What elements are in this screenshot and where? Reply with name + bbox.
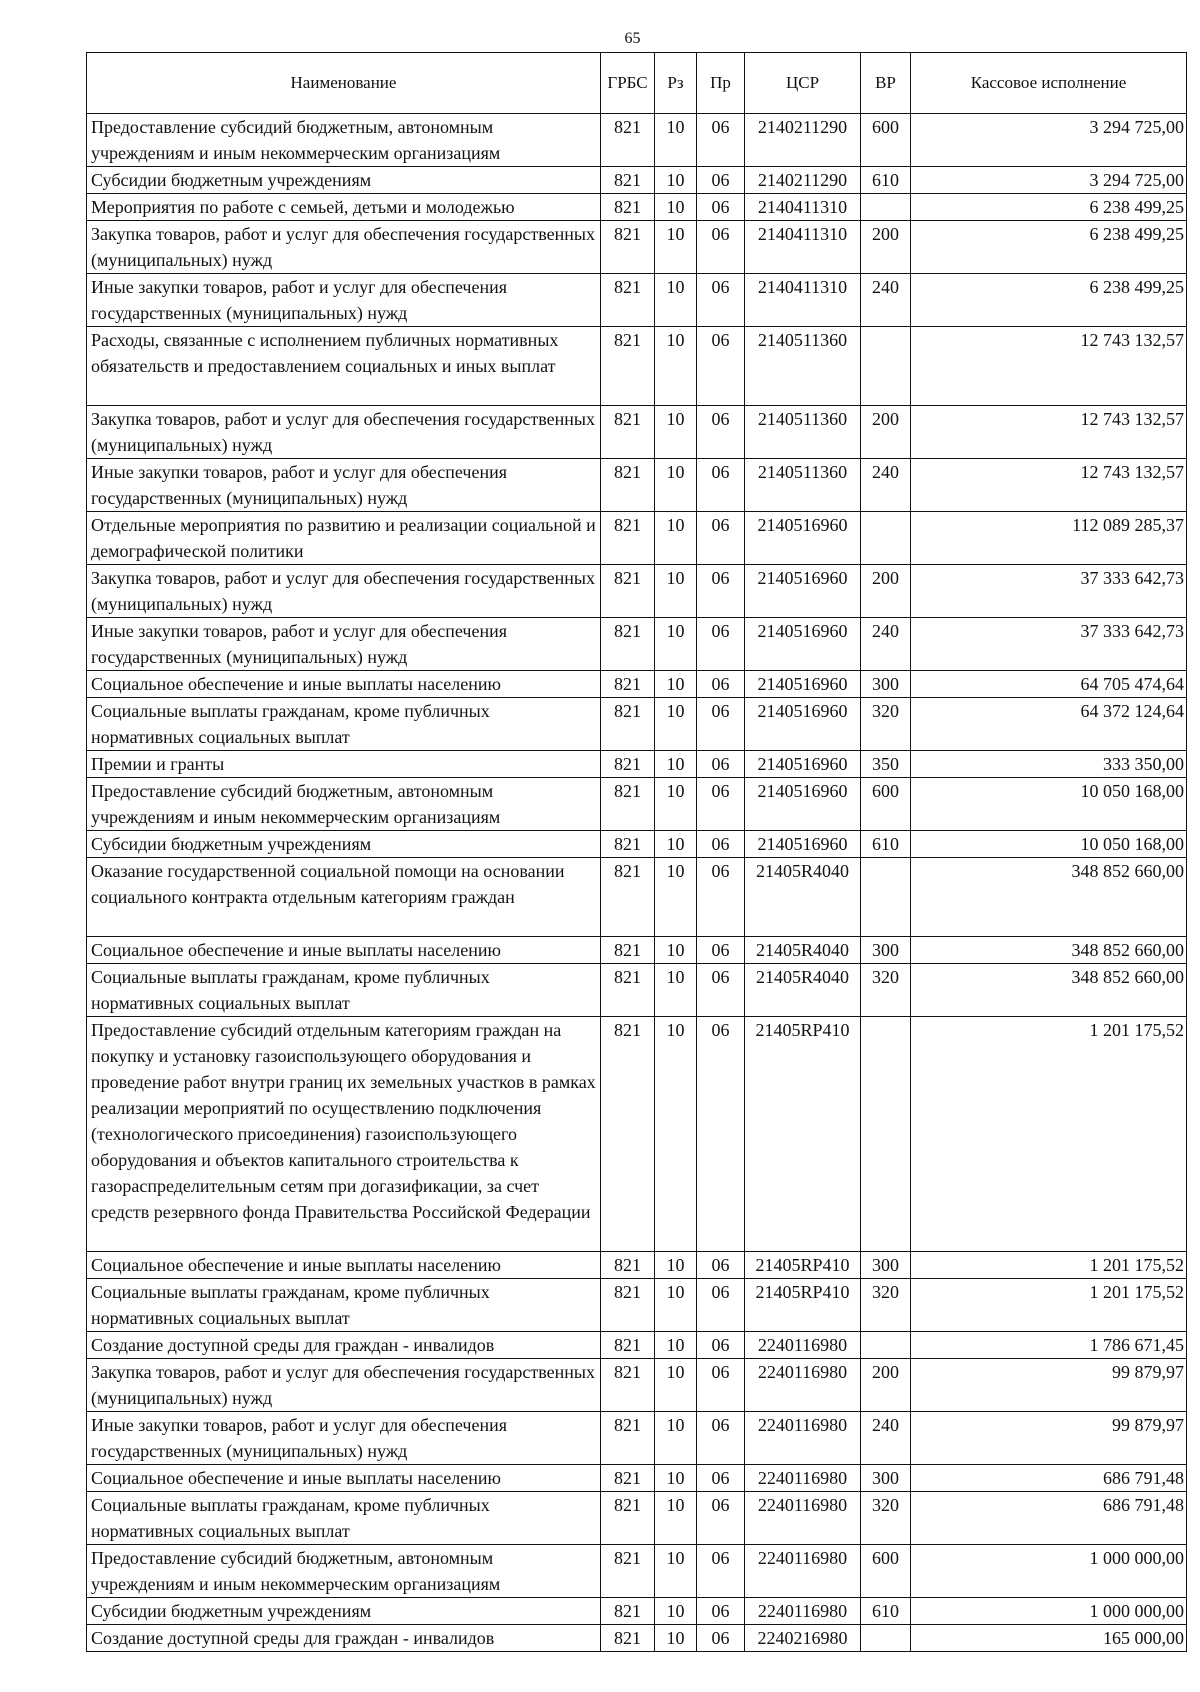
row-vr: 240 — [861, 459, 911, 512]
row-name: Социальное обеспечение и иные выплаты населению — [87, 937, 601, 964]
row-vr: 300 — [861, 671, 911, 698]
budget-execution-table-container — [86, 52, 1186, 1652]
row-rz: 10 — [655, 114, 697, 167]
row-rz: 10 — [655, 1492, 697, 1545]
row-amount: 3 294 725,00 — [911, 167, 1187, 194]
row-amount: 112 089 285,37 — [911, 512, 1187, 565]
row-name: Социальные выплаты гражданам, кроме публичных нормативных социальных выплат — [87, 1492, 601, 1545]
row-rz: 10 — [655, 1359, 697, 1412]
row-csr: 2240116980 — [745, 1412, 861, 1465]
row-grbs: 821 — [601, 167, 655, 194]
row-pr: 06 — [697, 327, 745, 406]
row-amount: 12 743 132,57 — [911, 459, 1187, 512]
row-pr: 06 — [697, 698, 745, 751]
row-vr: 610 — [861, 167, 911, 194]
row-rz: 10 — [655, 1625, 697, 1652]
table-row — [87, 1598, 1187, 1625]
row-rz: 10 — [655, 1545, 697, 1598]
row-pr: 06 — [697, 831, 745, 858]
row-grbs: 821 — [601, 858, 655, 937]
table-row — [87, 459, 1187, 512]
row-name: Социальное обеспечение и иные выплаты населению — [87, 671, 601, 698]
row-rz: 10 — [655, 274, 697, 327]
row-csr: 2140511360 — [745, 459, 861, 512]
page-number: 65 — [624, 30, 641, 47]
row-vr: 610 — [861, 1598, 911, 1625]
row-vr: 600 — [861, 1545, 911, 1598]
row-grbs: 821 — [601, 1465, 655, 1492]
row-pr: 06 — [697, 618, 745, 671]
row-csr: 2140511360 — [745, 327, 861, 406]
row-csr: 2140516960 — [745, 618, 861, 671]
row-rz: 10 — [655, 167, 697, 194]
row-grbs: 821 — [601, 1252, 655, 1279]
row-name: Иные закупки товаров, работ и услуг для обеспечения государственных (муниципальных) нужд — [87, 274, 601, 327]
row-csr: 2140411310 — [745, 274, 861, 327]
row-amount: 165 000,00 — [911, 1625, 1187, 1652]
row-vr: 350 — [861, 751, 911, 778]
row-csr: 21405RP410 — [745, 1279, 861, 1332]
table-row — [87, 671, 1187, 698]
row-pr: 06 — [697, 964, 745, 1017]
row-vr — [861, 327, 911, 406]
table-row — [87, 1545, 1187, 1598]
table-row — [87, 194, 1187, 221]
row-pr: 06 — [697, 1279, 745, 1332]
row-pr: 06 — [697, 512, 745, 565]
row-vr: 200 — [861, 406, 911, 459]
row-pr: 06 — [697, 1545, 745, 1598]
row-grbs: 821 — [601, 1412, 655, 1465]
row-vr: 610 — [861, 831, 911, 858]
row-pr: 06 — [697, 1625, 745, 1652]
row-name: Социальное обеспечение и иные выплаты населению — [87, 1252, 601, 1279]
row-amount: 12 743 132,57 — [911, 406, 1187, 459]
row-name: Предоставление субсидий бюджетным, автономным учреждениям и иным некоммерческим организациям — [87, 114, 601, 167]
row-csr: 2240116980 — [745, 1359, 861, 1412]
row-grbs: 821 — [601, 671, 655, 698]
row-rz: 10 — [655, 565, 697, 618]
row-amount: 1 201 175,52 — [911, 1279, 1187, 1332]
header-grbs: ГРБС — [601, 53, 655, 114]
row-csr: 2140211290 — [745, 167, 861, 194]
row-amount: 348 852 660,00 — [911, 937, 1187, 964]
row-amount: 686 791,48 — [911, 1492, 1187, 1545]
row-pr: 06 — [697, 1465, 745, 1492]
row-rz: 10 — [655, 1017, 697, 1252]
row-csr: 2240116980 — [745, 1492, 861, 1545]
row-amount: 6 238 499,25 — [911, 221, 1187, 274]
table-row — [87, 327, 1187, 406]
row-pr: 06 — [697, 194, 745, 221]
row-grbs: 821 — [601, 937, 655, 964]
row-pr: 06 — [697, 221, 745, 274]
row-name: Субсидии бюджетным учреждениям — [87, 167, 601, 194]
row-name: Закупка товаров, работ и услуг для обеспечения государственных (муниципальных) нужд — [87, 565, 601, 618]
row-amount: 37 333 642,73 — [911, 565, 1187, 618]
row-grbs: 821 — [601, 1332, 655, 1359]
row-rz: 10 — [655, 778, 697, 831]
row-name: Закупка товаров, работ и услуг для обеспечения государственных (муниципальных) нужд — [87, 1359, 601, 1412]
table-row — [87, 221, 1187, 274]
row-name: Мероприятия по работе с семьей, детьми и молодежью — [87, 194, 601, 221]
row-pr: 06 — [697, 1252, 745, 1279]
header-vr: ВР — [861, 53, 911, 114]
table-row — [87, 512, 1187, 565]
row-name: Отдельные мероприятия по развитию и реализации социальной и демографической политики — [87, 512, 601, 565]
row-name: Субсидии бюджетным учреждениям — [87, 831, 601, 858]
row-name: Предоставление субсидий отдельным категориям граждан на покупку и установку газоиспользующего оборудования и проведение работ внутри границ их земельных участков в рамках реализации мероприятий по осуществлению подключения (технологического присоединения) газоиспользующего оборудования и объектов капитального строительства к газораспределительным сетям при догазификации, за счет средств резервного фонда Правительства Российской Федерации — [87, 1017, 601, 1252]
row-rz: 10 — [655, 964, 697, 1017]
row-name: Оказание государственной социальной помощи на основании социального контракта отдельным категориям граждан — [87, 858, 601, 937]
row-vr: 300 — [861, 1465, 911, 1492]
table-row — [87, 1252, 1187, 1279]
row-csr: 2140211290 — [745, 114, 861, 167]
row-rz: 10 — [655, 1252, 697, 1279]
row-csr: 2140516960 — [745, 778, 861, 831]
budget-execution-table — [86, 52, 1187, 1652]
row-name: Закупка товаров, работ и услуг для обеспечения государственных (муниципальных) нужд — [87, 221, 601, 274]
row-vr — [861, 1017, 911, 1252]
row-rz: 10 — [655, 459, 697, 512]
row-vr — [861, 512, 911, 565]
row-amount: 99 879,97 — [911, 1412, 1187, 1465]
row-name: Расходы, связанные с исполнением публичных нормативных обязательств и предоставлением социальных и иных выплат — [87, 327, 601, 406]
row-name: Социальные выплаты гражданам, кроме публичных нормативных социальных выплат — [87, 964, 601, 1017]
header-rz: Рз — [655, 53, 697, 114]
header-amount: Кассовое исполнение — [911, 53, 1187, 114]
row-pr: 06 — [697, 751, 745, 778]
row-rz: 10 — [655, 698, 697, 751]
row-name: Социальные выплаты гражданам, кроме публичных нормативных социальных выплат — [87, 698, 601, 751]
row-amount: 1 000 000,00 — [911, 1598, 1187, 1625]
row-name: Иные закупки товаров, работ и услуг для обеспечения государственных (муниципальных) нужд — [87, 459, 601, 512]
row-rz: 10 — [655, 406, 697, 459]
row-rz: 10 — [655, 671, 697, 698]
row-grbs: 821 — [601, 221, 655, 274]
row-csr: 2240216980 — [745, 1625, 861, 1652]
row-pr: 06 — [697, 114, 745, 167]
row-vr: 240 — [861, 274, 911, 327]
row-grbs: 821 — [601, 831, 655, 858]
row-rz: 10 — [655, 1598, 697, 1625]
row-grbs: 821 — [601, 406, 655, 459]
table-row — [87, 114, 1187, 167]
table-row — [87, 1465, 1187, 1492]
row-amount: 10 050 168,00 — [911, 831, 1187, 858]
row-grbs: 821 — [601, 1545, 655, 1598]
row-vr: 200 — [861, 565, 911, 618]
row-grbs: 821 — [601, 512, 655, 565]
row-grbs: 821 — [601, 194, 655, 221]
row-amount: 1 201 175,52 — [911, 1017, 1187, 1252]
table-row — [87, 167, 1187, 194]
row-name: Иные закупки товаров, работ и услуг для обеспечения государственных (муниципальных) нужд — [87, 618, 601, 671]
row-vr: 300 — [861, 937, 911, 964]
row-csr: 2240116980 — [745, 1332, 861, 1359]
row-csr: 2140516960 — [745, 831, 861, 858]
row-amount: 64 705 474,64 — [911, 671, 1187, 698]
row-rz: 10 — [655, 751, 697, 778]
row-grbs: 821 — [601, 274, 655, 327]
row-amount: 1 201 175,52 — [911, 1252, 1187, 1279]
table-row — [87, 1332, 1187, 1359]
row-csr: 2240116980 — [745, 1598, 861, 1625]
row-csr: 2240116980 — [745, 1545, 861, 1598]
table-body — [87, 114, 1187, 1652]
row-pr: 06 — [697, 1332, 745, 1359]
row-amount: 99 879,97 — [911, 1359, 1187, 1412]
row-amount: 1 000 000,00 — [911, 1545, 1187, 1598]
row-vr: 600 — [861, 114, 911, 167]
row-amount: 348 852 660,00 — [911, 964, 1187, 1017]
row-amount: 3 294 725,00 — [911, 114, 1187, 167]
table-row — [87, 1359, 1187, 1412]
row-vr: 320 — [861, 1279, 911, 1332]
row-csr: 2140516960 — [745, 671, 861, 698]
row-csr: 2140516960 — [745, 698, 861, 751]
row-name: Закупка товаров, работ и услуг для обеспечения государственных (муниципальных) нужд — [87, 406, 601, 459]
row-grbs: 821 — [601, 459, 655, 512]
row-rz: 10 — [655, 327, 697, 406]
row-csr: 21405R4040 — [745, 858, 861, 937]
table-row — [87, 618, 1187, 671]
row-csr: 2140516960 — [745, 751, 861, 778]
row-grbs: 821 — [601, 1359, 655, 1412]
table-row — [87, 778, 1187, 831]
row-amount: 686 791,48 — [911, 1465, 1187, 1492]
row-name: Социальное обеспечение и иные выплаты населению — [87, 1465, 601, 1492]
row-rz: 10 — [655, 937, 697, 964]
row-csr: 2140411310 — [745, 221, 861, 274]
row-rz: 10 — [655, 1465, 697, 1492]
header-pr: Пр — [697, 53, 745, 114]
table-row — [87, 1492, 1187, 1545]
header-name: Наименование — [87, 53, 601, 114]
table-row — [87, 565, 1187, 618]
row-csr: 2140511360 — [745, 406, 861, 459]
row-pr: 06 — [697, 1412, 745, 1465]
row-rz: 10 — [655, 221, 697, 274]
row-grbs: 821 — [601, 1492, 655, 1545]
row-name: Предоставление субсидий бюджетным, автономным учреждениям и иным некоммерческим организациям — [87, 778, 601, 831]
row-vr: 300 — [861, 1252, 911, 1279]
row-vr: 320 — [861, 1492, 911, 1545]
table-row — [87, 1279, 1187, 1332]
row-csr: 2140411310 — [745, 194, 861, 221]
row-csr: 2140516960 — [745, 512, 861, 565]
row-csr: 2140516960 — [745, 565, 861, 618]
row-rz: 10 — [655, 858, 697, 937]
row-vr: 320 — [861, 964, 911, 1017]
row-name: Предоставление субсидий бюджетным, автономным учреждениям и иным некоммерческим организациям — [87, 1545, 601, 1598]
row-grbs: 821 — [601, 698, 655, 751]
row-pr: 06 — [697, 565, 745, 618]
table-row — [87, 1412, 1187, 1465]
table-row — [87, 964, 1187, 1017]
row-grbs: 821 — [601, 1625, 655, 1652]
row-name: Премии и гранты — [87, 751, 601, 778]
table-row — [87, 751, 1187, 778]
row-vr: 320 — [861, 698, 911, 751]
table-row — [87, 274, 1187, 327]
row-vr: 240 — [861, 618, 911, 671]
row-csr: 21405RP410 — [745, 1017, 861, 1252]
row-vr: 240 — [861, 1412, 911, 1465]
row-csr: 21405R4040 — [745, 964, 861, 1017]
row-grbs: 821 — [601, 964, 655, 1017]
row-vr — [861, 858, 911, 937]
row-rz: 10 — [655, 194, 697, 221]
row-grbs: 821 — [601, 1017, 655, 1252]
row-grbs: 821 — [601, 1279, 655, 1332]
row-amount: 348 852 660,00 — [911, 858, 1187, 937]
row-pr: 06 — [697, 1492, 745, 1545]
row-grbs: 821 — [601, 114, 655, 167]
header-csr: ЦСР — [745, 53, 861, 114]
row-rz: 10 — [655, 831, 697, 858]
table-row — [87, 831, 1187, 858]
row-vr — [861, 194, 911, 221]
row-pr: 06 — [697, 274, 745, 327]
row-vr: 200 — [861, 221, 911, 274]
row-rz: 10 — [655, 618, 697, 671]
row-csr: 21405RP410 — [745, 1252, 861, 1279]
row-vr: 200 — [861, 1359, 911, 1412]
table-row — [87, 406, 1187, 459]
row-pr: 06 — [697, 1598, 745, 1625]
table-row — [87, 1017, 1187, 1252]
row-name: Создание доступной среды для граждан - инвалидов — [87, 1332, 601, 1359]
row-amount: 10 050 168,00 — [911, 778, 1187, 831]
table-header-row — [87, 53, 1187, 114]
row-amount: 333 350,00 — [911, 751, 1187, 778]
table-row — [87, 858, 1187, 937]
row-vr — [861, 1332, 911, 1359]
row-rz: 10 — [655, 1279, 697, 1332]
row-pr: 06 — [697, 459, 745, 512]
row-grbs: 821 — [601, 618, 655, 671]
table-row — [87, 937, 1187, 964]
row-grbs: 821 — [601, 565, 655, 618]
row-name: Иные закупки товаров, работ и услуг для обеспечения государственных (муниципальных) нужд — [87, 1412, 601, 1465]
row-name: Субсидии бюджетным учреждениям — [87, 1598, 601, 1625]
row-vr: 600 — [861, 778, 911, 831]
row-pr: 06 — [697, 778, 745, 831]
row-pr: 06 — [697, 937, 745, 964]
row-grbs: 821 — [601, 1598, 655, 1625]
row-name: Создание доступной среды для граждан - инвалидов — [87, 1625, 601, 1652]
row-amount: 12 743 132,57 — [911, 327, 1187, 406]
row-rz: 10 — [655, 1412, 697, 1465]
row-grbs: 821 — [601, 751, 655, 778]
row-name: Социальные выплаты гражданам, кроме публичных нормативных социальных выплат — [87, 1279, 601, 1332]
row-pr: 06 — [697, 1359, 745, 1412]
row-pr: 06 — [697, 671, 745, 698]
row-pr: 06 — [697, 858, 745, 937]
table-row — [87, 698, 1187, 751]
row-csr: 21405R4040 — [745, 937, 861, 964]
row-amount: 64 372 124,64 — [911, 698, 1187, 751]
row-amount: 1 786 671,45 — [911, 1332, 1187, 1359]
row-csr: 2240116980 — [745, 1465, 861, 1492]
row-pr: 06 — [697, 1017, 745, 1252]
row-rz: 10 — [655, 512, 697, 565]
row-grbs: 821 — [601, 778, 655, 831]
row-pr: 06 — [697, 167, 745, 194]
row-vr — [861, 1625, 911, 1652]
row-rz: 10 — [655, 1332, 697, 1359]
table-row — [87, 1625, 1187, 1652]
row-amount: 37 333 642,73 — [911, 618, 1187, 671]
row-pr: 06 — [697, 406, 745, 459]
row-amount: 6 238 499,25 — [911, 274, 1187, 327]
row-amount: 6 238 499,25 — [911, 194, 1187, 221]
row-grbs: 821 — [601, 327, 655, 406]
